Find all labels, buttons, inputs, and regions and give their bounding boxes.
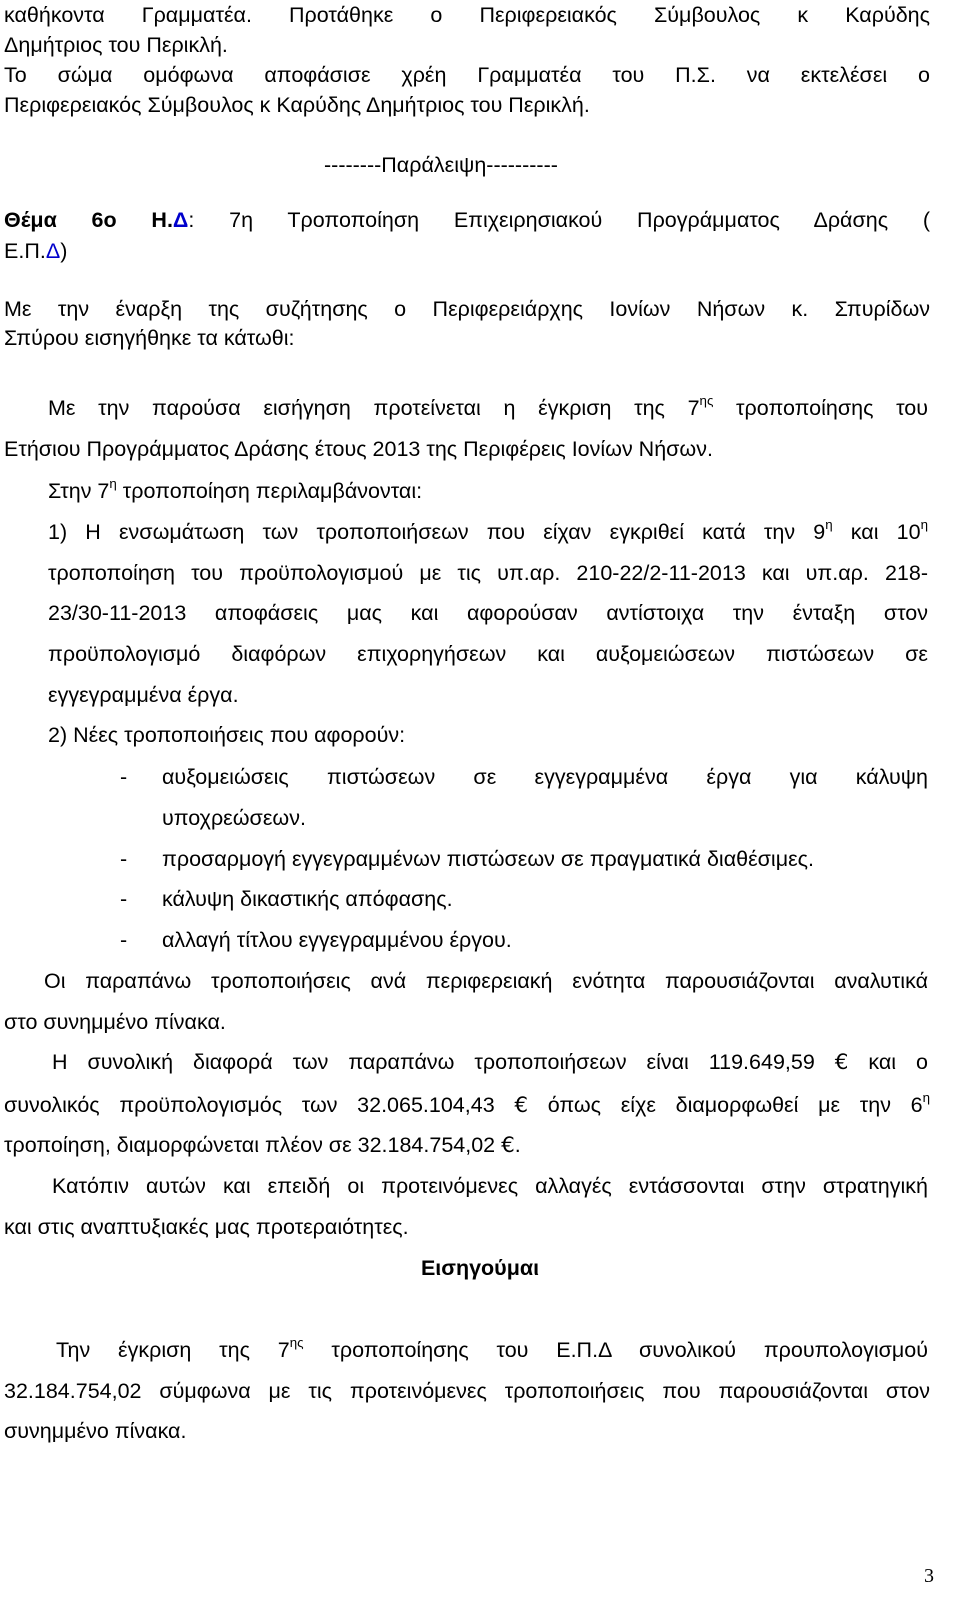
p6-a: Την έγκριση της 7 bbox=[56, 1338, 290, 1362]
item1-b: και 10 bbox=[832, 520, 921, 544]
p4-sup: η bbox=[922, 1090, 930, 1106]
p1-a: Με την παρούσα εισήγηση προτείνεται η έγκριση της 7 bbox=[48, 396, 700, 420]
p1-b: τροποποίησης του bbox=[713, 396, 929, 420]
p3-line-1: Οι παραπάνω τροποποιήσεις ανά περιφερειακή ενότητα παρουσιάζονται αναλυτικά bbox=[44, 969, 928, 993]
p2-sup: η bbox=[109, 476, 117, 492]
p6-b: τροποποίησης του Ε.Π.Δ συνολικού προυπολογισμού bbox=[303, 1338, 928, 1362]
p4-l3b: . bbox=[514, 1133, 521, 1157]
item1-line-2: τροποποίηση του προϋπολογισμού με τις υπ.αρ. 210-22/2-11-2013 και υπ.αρ. 218- bbox=[48, 561, 928, 585]
bullet-1-line-2: υποχρεώσεων. bbox=[162, 806, 306, 830]
p4-l2b: όπως είχε διαμορφωθεί με την 6 bbox=[528, 1093, 923, 1117]
topic-delta: Δ bbox=[172, 208, 189, 232]
top-line-1: καθήκοντα Γραμματέα. Προτάθηκε ο Περιφερειακός Σύμβουλος κ Καρύδης bbox=[4, 3, 930, 27]
top-line-4: Περιφερειακός Σύμβουλος κ Καρύδης Δημήτριος του Περικλή. bbox=[4, 93, 590, 117]
p2-line bbox=[48, 476, 960, 506]
p4-line-2 bbox=[4, 1090, 930, 1121]
euro-sign: € bbox=[514, 1093, 529, 1118]
p4-l3a: τροποίηση, διαμορφώνεται πλέον σε 32.184.754,02 bbox=[4, 1133, 496, 1157]
topic-l2-delta: Δ bbox=[45, 239, 61, 263]
p6-line-3: συνημμένο πίνακα. bbox=[4, 1419, 187, 1443]
p4-b: και ο bbox=[848, 1050, 928, 1074]
item1-sup1: η bbox=[825, 517, 833, 533]
recommendation-heading: Εισηγούμαι bbox=[420, 1256, 540, 1280]
item1-line-5: εγγεγραμμένα έργα. bbox=[48, 683, 239, 707]
topic-rest: : 7η Τροποποίηση Επιχειρησιακού Προγράμματος Δράσης ( bbox=[188, 208, 930, 232]
p5-line-2: και στις αναπτυξιακές μας προτεραιότητες. bbox=[4, 1215, 409, 1239]
item1-a: 1) Η ενσωμάτωση των τροποποιήσεων που είχαν εγκριθεί κατά την 9 bbox=[48, 520, 826, 544]
item1-line-3: 23/30-11-2013 αποφάσεις μας και αφορούσαν αντίστοιχα την ένταξη στον bbox=[48, 601, 928, 625]
bullet-4: αλλαγή τίτλου εγγεγραμμένου έργου. bbox=[162, 928, 512, 952]
p6-line-1 bbox=[56, 1335, 928, 1365]
omission-marker: --------Παράλειψη---------- bbox=[324, 153, 558, 177]
p2-a: Στην 7 bbox=[48, 479, 110, 503]
p1-sup: ης bbox=[699, 393, 714, 409]
bullet-dash-4: - bbox=[120, 928, 128, 952]
item1-line-1 bbox=[48, 517, 928, 547]
p5-line-1: Κατόπιν αυτών και επειδή οι προτεινόμενες αλλαγές εντάσσονται στην στρατηγική bbox=[52, 1174, 928, 1198]
p4-line-1 bbox=[52, 1047, 928, 1078]
item2-line: 2) Νέες τροποποιήσεις που αφορούν: bbox=[48, 723, 406, 747]
p4-line-3 bbox=[4, 1130, 930, 1161]
topic-l2-pre: Ε.Π. bbox=[4, 239, 46, 263]
bullet-dash-3: - bbox=[120, 887, 128, 911]
p4-l2a: συνολικός προϋπολογισμός των 32.065.104,43 bbox=[4, 1093, 495, 1117]
p3-line-2: στο συνημμένο πίνακα. bbox=[4, 1010, 226, 1034]
topic-l2-post: ) bbox=[60, 239, 68, 263]
page-number: 3 bbox=[924, 1565, 934, 1587]
bullet-2: προσαρμογή εγγεγραμμένων πιστώσεων σε πραγματικά διαθέσιμες. bbox=[162, 847, 815, 871]
bullet-dash-2: - bbox=[120, 847, 128, 871]
item1-sup2: η bbox=[920, 517, 929, 533]
bullet-dash-1: - bbox=[120, 765, 128, 789]
p2-b: τροποποίηση περιλαμβάνονται: bbox=[116, 479, 423, 503]
topic-line-1 bbox=[4, 205, 930, 235]
top-line-3: Το σώμα ομόφωνα αποφάσισε χρέη Γραμματέα του Π.Σ. να εκτελέσει ο bbox=[4, 63, 930, 87]
topic-line-2 bbox=[4, 236, 930, 266]
euro-sign: € bbox=[501, 1133, 515, 1158]
p6-line-2: 32.184.754,02 σύμφωνα με τις προτεινόμενες τροποποιήσεις που παρουσιάζονται στον bbox=[4, 1379, 930, 1403]
p1-line-1 bbox=[48, 393, 928, 423]
topic-prefix: Θέμα 6ο Η. bbox=[4, 208, 173, 232]
p4-a: Η συνολική διαφορά των παραπάνω τροποποιήσεων είναι 119.649,59 bbox=[52, 1050, 815, 1074]
intro-line-2: Σπύρου εισηγήθηκε τα κάτωθι: bbox=[4, 326, 295, 350]
top-line-2: Δημήτριος του Περικλή. bbox=[4, 33, 228, 57]
item1-line-4: προϋπολογισμό διαφόρων επιχορηγήσεων και αυξομειώσεων πιστώσεων σε bbox=[48, 642, 928, 666]
euro-sign: € bbox=[834, 1050, 849, 1075]
intro-line-1: Με την έναρξη της συζήτησης ο Περιφερειάρχης Ιονίων Νήσων κ. Σπυρίδων bbox=[4, 297, 930, 321]
p1-line-2: Ετήσιου Προγράμματος Δράσης έτους 2013 της Περιφέρεις Ιονίων Νήσων. bbox=[4, 437, 713, 461]
p6-sup: ης bbox=[289, 1335, 304, 1351]
bullet-1-line-1: αυξομειώσεις πιστώσεων σε εγγεγραμμένα έργα για κάλυψη bbox=[162, 765, 928, 789]
bullet-3: κάλυψη δικαστικής απόφασης. bbox=[162, 887, 453, 911]
